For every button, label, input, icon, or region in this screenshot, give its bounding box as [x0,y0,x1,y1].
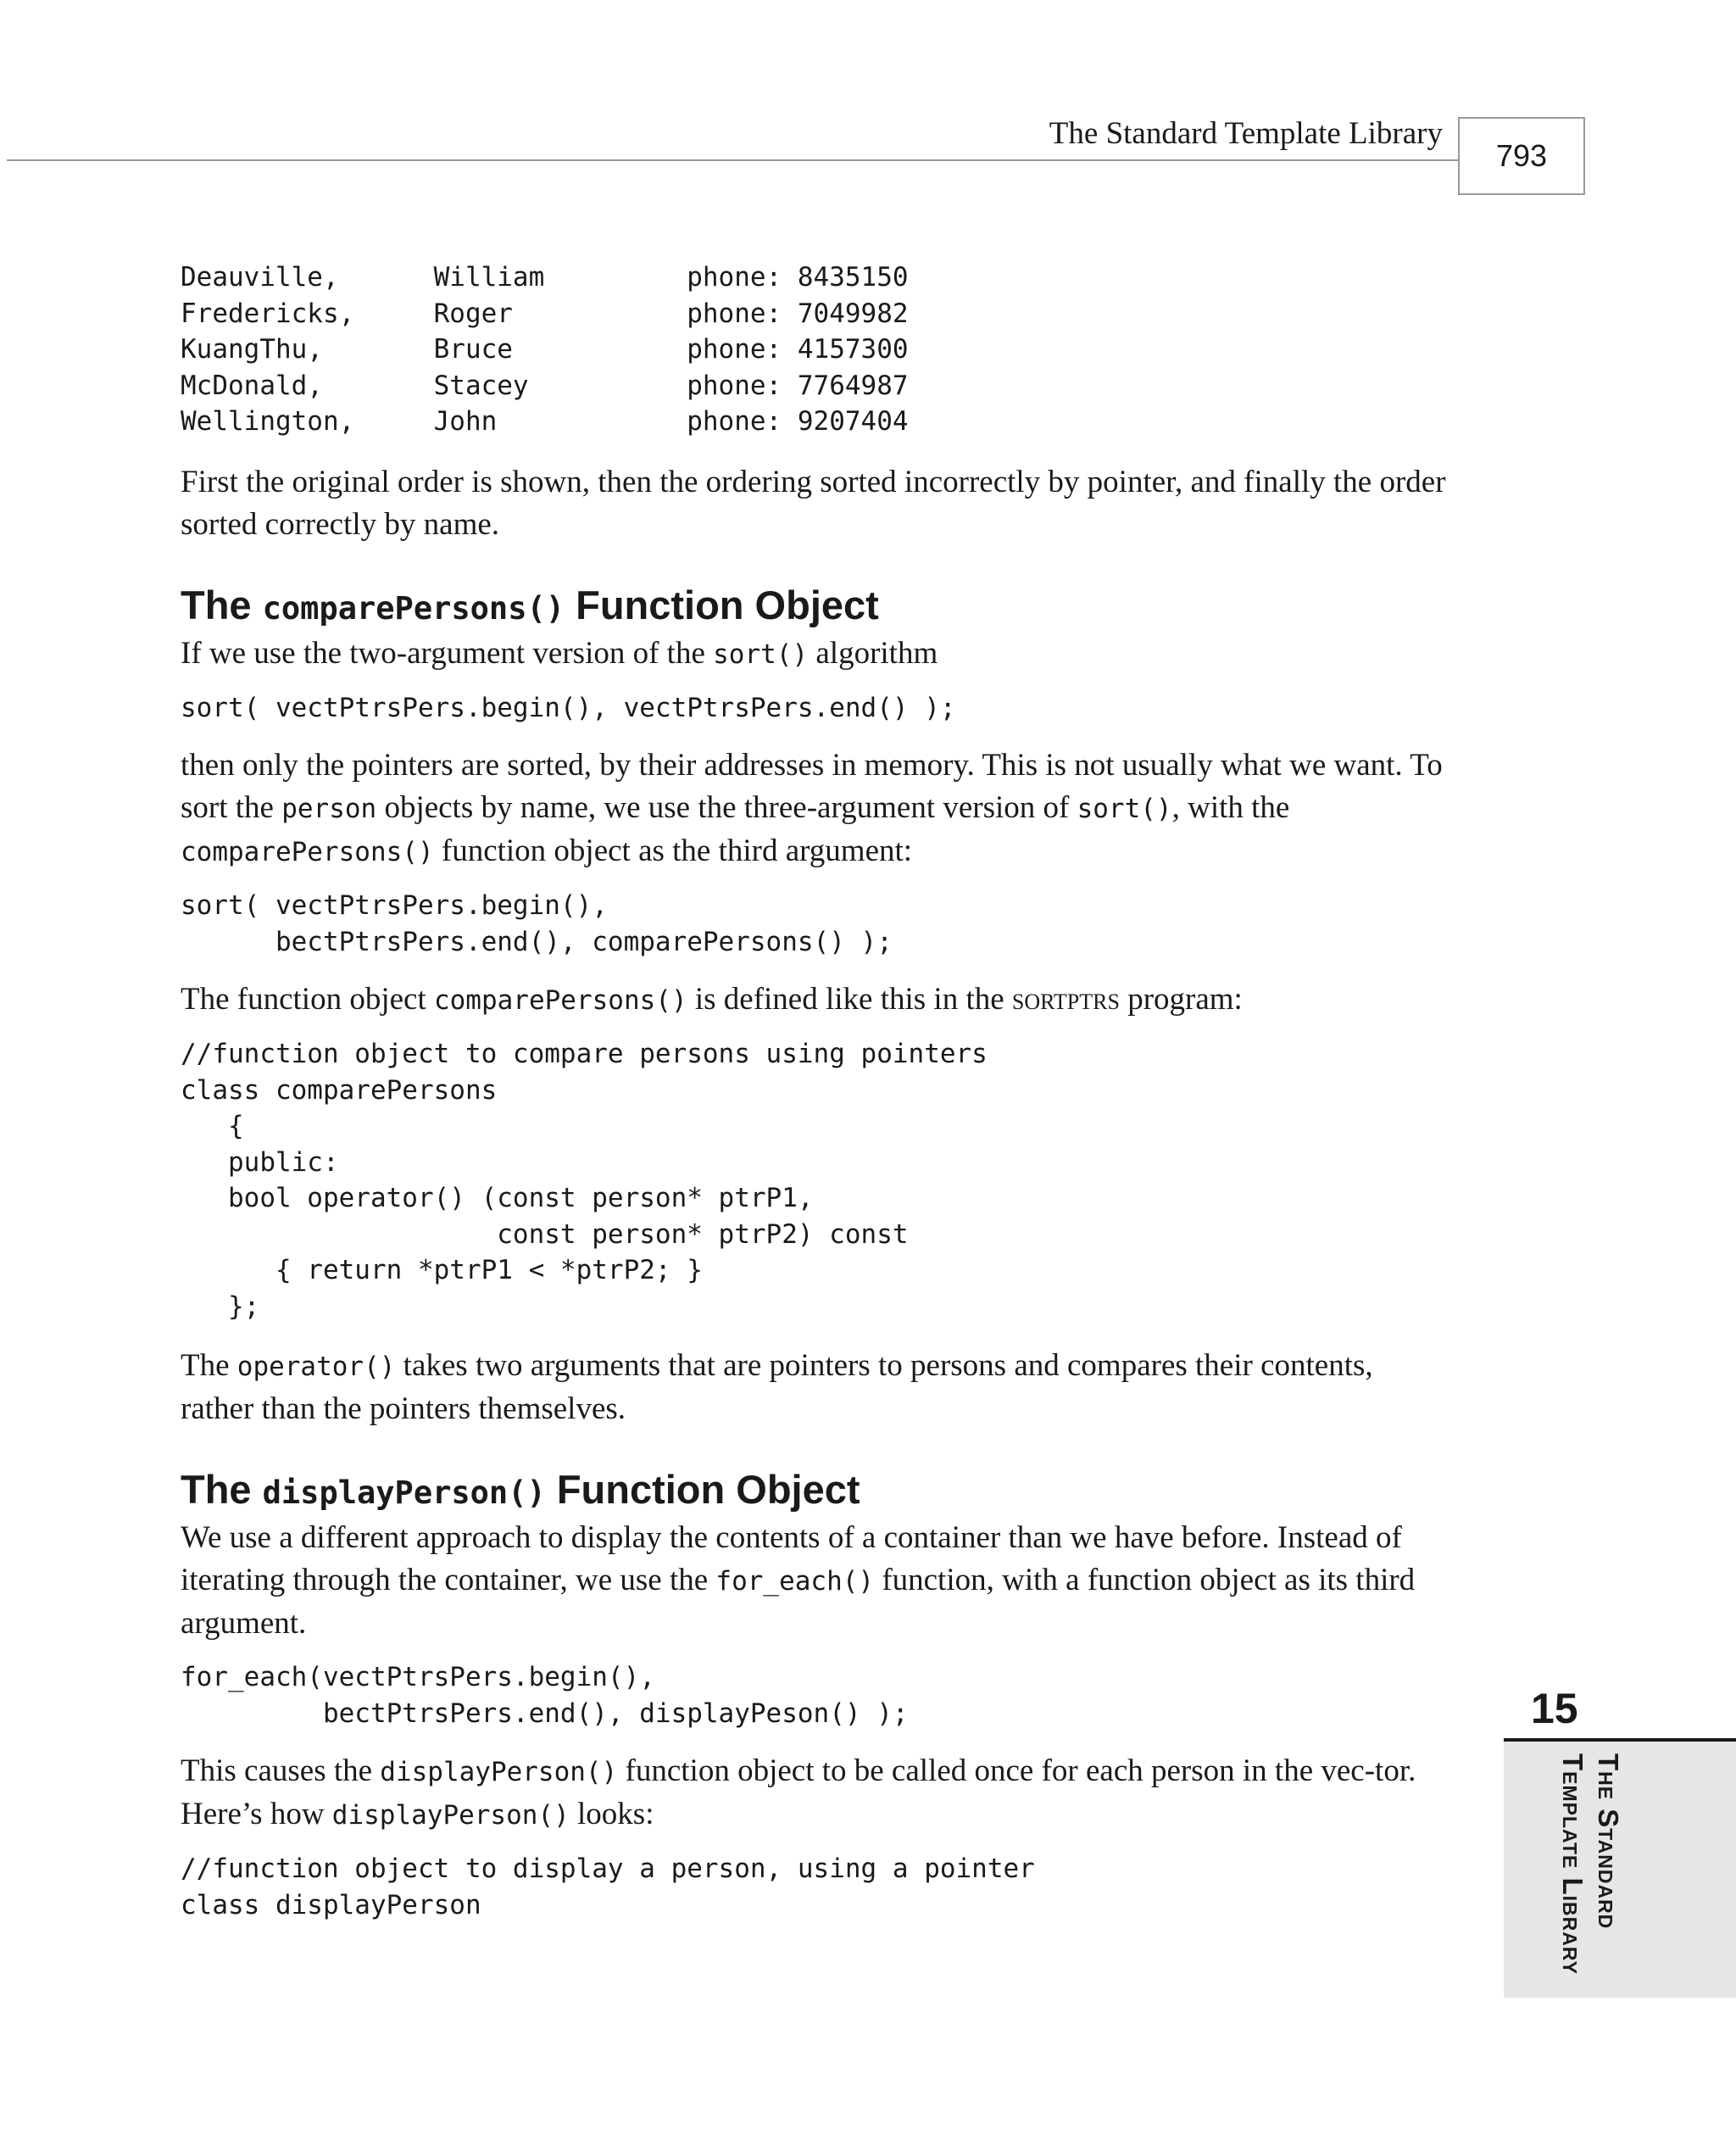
chapter-tab-line: Template Library [1557,1753,1589,1975]
code-line: public: [181,1146,339,1178]
heading-text: The [181,582,263,627]
heading-code: comparePersons() [262,589,565,627]
paragraph [181,633,1448,676]
text-run: looks: [569,1797,654,1831]
inline-code: displayPerson() [380,1757,618,1787]
paragraph: First the original order is shown, then the ordering sorted incorrectly by pointer, and finally the order sorted correctly by name. [181,464,1446,542]
inline-code: operator() [236,1352,396,1382]
section-heading-display-person [181,1466,1448,1517]
section-heading-compare-persons [181,582,1448,633]
code-line: bectPtrsPers.end(), displayPeson() ); [181,1697,909,1729]
inline-code: for_each() [715,1566,875,1597]
code-line: sort( vectPtrsPers.begin(), vectPtrsPers.end() ); [181,692,956,723]
text-run: If we use the two-argument version of the [181,635,714,671]
code-line: { [181,1111,244,1141]
code-line: KuangThu, Bruce phone: 4157300 [181,334,909,365]
heading-text: The [181,1467,263,1512]
code-line: Fredericks, Roger phone: 7049982 [181,298,909,329]
header-rule [7,159,1461,161]
code-line: //function object to display a person, using a pointer [181,1853,1035,1884]
code-line: Deauville, William phone: 8435150 [181,262,909,293]
text-run: is defined like this in the [687,982,1012,1017]
page-body [181,259,1448,1923]
chapter-tab-line: The Standard [1593,1753,1624,1930]
code-line: //function object to compare persons using pointers [181,1039,988,1069]
code-listing-output [181,259,1448,440]
page-number-box [1458,117,1585,195]
inline-code: displayPerson() [331,1800,570,1831]
page-number: 793 [1495,138,1548,173]
code-line: bool operator() (const person* ptrP1, [181,1183,814,1213]
heading-code: displayPerson() [262,1474,546,1511]
code-line: class comparePersons [181,1074,498,1106]
code-sort-three-arg [181,888,1448,960]
code-compare-persons [181,1036,1448,1324]
text-run: function object to be called once for each person in the vec-tor. Here’s how [181,1753,1416,1831]
text-run: then only the pointers are sorted, by their addresses in memory. This is not usually what we want. To sort the [181,748,1443,825]
code-sort-two-arg [181,690,1448,727]
text-run: The [181,1348,237,1383]
text-run: takes two arguments that are pointers to persons and compares their contents, rather than the pointers themselves. [181,1348,1373,1426]
paragraph [181,978,1448,1022]
text-run: function object as the third argument: [433,833,913,868]
text-run: function, with a function object as its third argument. [181,1563,1416,1641]
heading-text: Function Object [545,1467,860,1512]
code-line: class displayPerson [181,1889,481,1920]
text-run: This causes the [181,1753,381,1788]
text-run: objects by name, we use the three-argument version of [376,790,1077,825]
paragraph [181,744,1448,873]
chapter-number: 15 [1531,1685,1578,1732]
text-run: algorithm [808,635,938,671]
paragraph [181,1750,1448,1837]
code-line: { return *ptrP1 < *ptrP2; } [181,1255,703,1285]
chapter-tab-label [1555,1753,1626,1975]
text-run: program: [1119,982,1243,1017]
code-line: McDonald, Stacey phone: 7764987 [181,370,909,401]
code-line: }; [181,1290,260,1322]
code-line: for_each(vectPtrsPers.begin(), [181,1662,655,1692]
code-line: Wellington, John phone: 9207404 [181,406,909,437]
text-run: We use a different approach to display the contents of a container than we have before. Instead of iterating through the container, we use the [181,1520,1402,1597]
inline-code: sort() [713,638,809,670]
program-name: sortptrs [1011,982,1120,1017]
code-line: bectPtrsPers.end(), comparePersons() ); [181,926,893,957]
running-title: The Standard Template Library [1049,116,1443,151]
text-run: The function object [181,982,434,1017]
code-for-each [181,1659,1448,1731]
code-line: const person* ptrP2) const [181,1218,909,1250]
inline-code: comparePersons() [433,985,687,1016]
code-display-person [181,1851,1448,1923]
inline-code: comparePersons() [181,837,434,867]
text-run: , with the [1171,790,1290,825]
chapter-tab-rule [1504,1738,1736,1742]
paragraph [181,1345,1448,1430]
paragraph [181,1517,1448,1645]
heading-text: Function Object [565,582,879,627]
code-line: sort( vectPtrsPers.begin(), [181,890,608,921]
inline-code: person [281,794,377,824]
inline-code: sort() [1077,794,1172,824]
